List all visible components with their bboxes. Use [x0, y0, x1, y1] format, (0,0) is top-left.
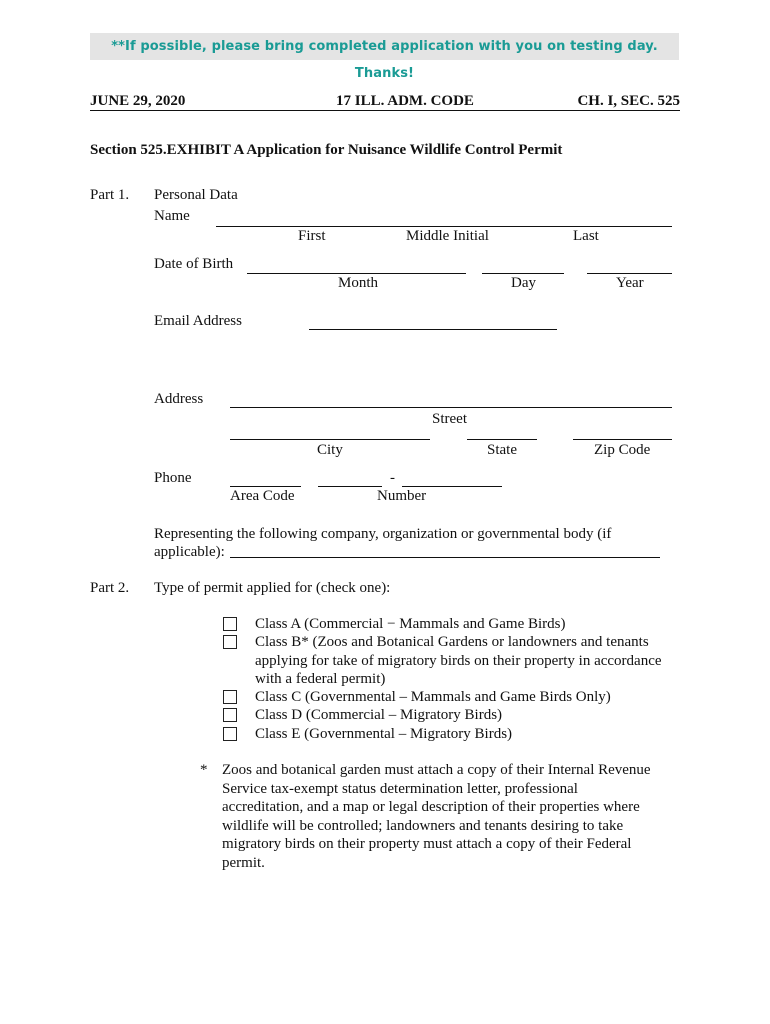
- footnote-line: accreditation, and a map or legal description of their properties where: [222, 799, 640, 815]
- notice-banner: **If possible, please bring completed application with you on testing day. Thanks!: [90, 33, 679, 60]
- part2-label: Part 2.: [90, 580, 130, 596]
- dob-label: Date of Birth: [154, 256, 234, 272]
- zip-field[interactable]: [573, 439, 672, 440]
- name-middle-label: Middle Initial: [406, 228, 489, 244]
- email-field[interactable]: [309, 329, 557, 330]
- representing-field[interactable]: [230, 557, 660, 558]
- area-code-label: Area Code: [230, 488, 295, 504]
- part2-heading: Type of permit applied for (check one):: [154, 580, 391, 596]
- page-title: Section 525.EXHIBIT A Application for Nuisance Wildlife Control Permit: [90, 142, 563, 158]
- footnote-line: permit.: [222, 855, 265, 871]
- address-label: Address: [154, 391, 204, 407]
- number-label: Number: [377, 488, 427, 504]
- name-label: Name: [154, 208, 190, 224]
- header-rule: [90, 110, 680, 111]
- phone-number-field[interactable]: [402, 486, 502, 487]
- area-code-field[interactable]: [230, 486, 301, 487]
- part1-label: Part 1.: [90, 187, 130, 203]
- state-label: State: [487, 442, 517, 458]
- city-field[interactable]: [230, 439, 430, 440]
- dob-month-label: Month: [338, 275, 379, 291]
- footnote-line: wildlife will be controlled; landowners and tenants desiring to take: [222, 818, 624, 834]
- name-last-label: Last: [573, 228, 599, 244]
- class-b-checkbox[interactable]: [223, 635, 237, 649]
- class-c-label: Class C (Governmental – Mammals and Game Birds Only): [255, 689, 611, 705]
- class-b-label-line2: applying for take of migratory birds on their property in accordance: [255, 653, 662, 669]
- class-b-label: Class B* (Zoos and Botanical Gardens or landowners and tenants: [255, 634, 649, 650]
- dob-year-label: Year: [616, 275, 644, 291]
- street-field[interactable]: [230, 407, 672, 408]
- dob-year-field[interactable]: [587, 273, 672, 274]
- name-first-label: First: [298, 228, 326, 244]
- class-d-label: Class D (Commercial – Migratory Birds): [255, 707, 503, 723]
- email-label: Email Address: [154, 313, 242, 329]
- representing-text: Representing the following company, organization or governmental body (if: [154, 526, 612, 542]
- footnote-line: Zoos and botanical garden must attach a copy of their Internal Revenue: [222, 762, 651, 778]
- class-a-label: Class A (Commercial − Mammals and Game Birds): [255, 616, 566, 632]
- header-code: 17 ILL. ADM. CODE: [336, 93, 474, 109]
- name-field[interactable]: [216, 226, 672, 227]
- footnote-marker: *: [200, 762, 208, 778]
- footnote-line: migratory birds on their property must attach a copy of their Federal: [222, 836, 632, 852]
- phone-prefix-field[interactable]: [318, 486, 382, 487]
- class-b-label-line3: with a federal permit): [255, 671, 386, 687]
- representing-applicable: applicable):: [154, 544, 225, 560]
- dob-month-field[interactable]: [247, 273, 466, 274]
- state-field[interactable]: [467, 439, 537, 440]
- header-date: JUNE 29, 2020: [90, 93, 186, 109]
- class-e-label: Class E (Governmental – Migratory Birds): [255, 726, 513, 742]
- street-label: Street: [432, 411, 467, 427]
- class-c-checkbox[interactable]: [223, 690, 237, 704]
- header-section: CH. I, SEC. 525: [577, 93, 680, 109]
- dob-day-label: Day: [511, 275, 536, 291]
- zip-label: Zip Code: [594, 442, 651, 458]
- part1-heading: Personal Data: [154, 187, 238, 203]
- dob-day-field[interactable]: [482, 273, 564, 274]
- class-d-checkbox[interactable]: [223, 708, 237, 722]
- class-e-checkbox[interactable]: [223, 727, 237, 741]
- footnote-line: Service tax-exempt status determination letter, professional: [222, 781, 578, 797]
- class-a-checkbox[interactable]: [223, 617, 237, 631]
- phone-separator: -: [390, 470, 395, 486]
- phone-label: Phone: [154, 470, 192, 486]
- city-label: City: [317, 442, 343, 458]
